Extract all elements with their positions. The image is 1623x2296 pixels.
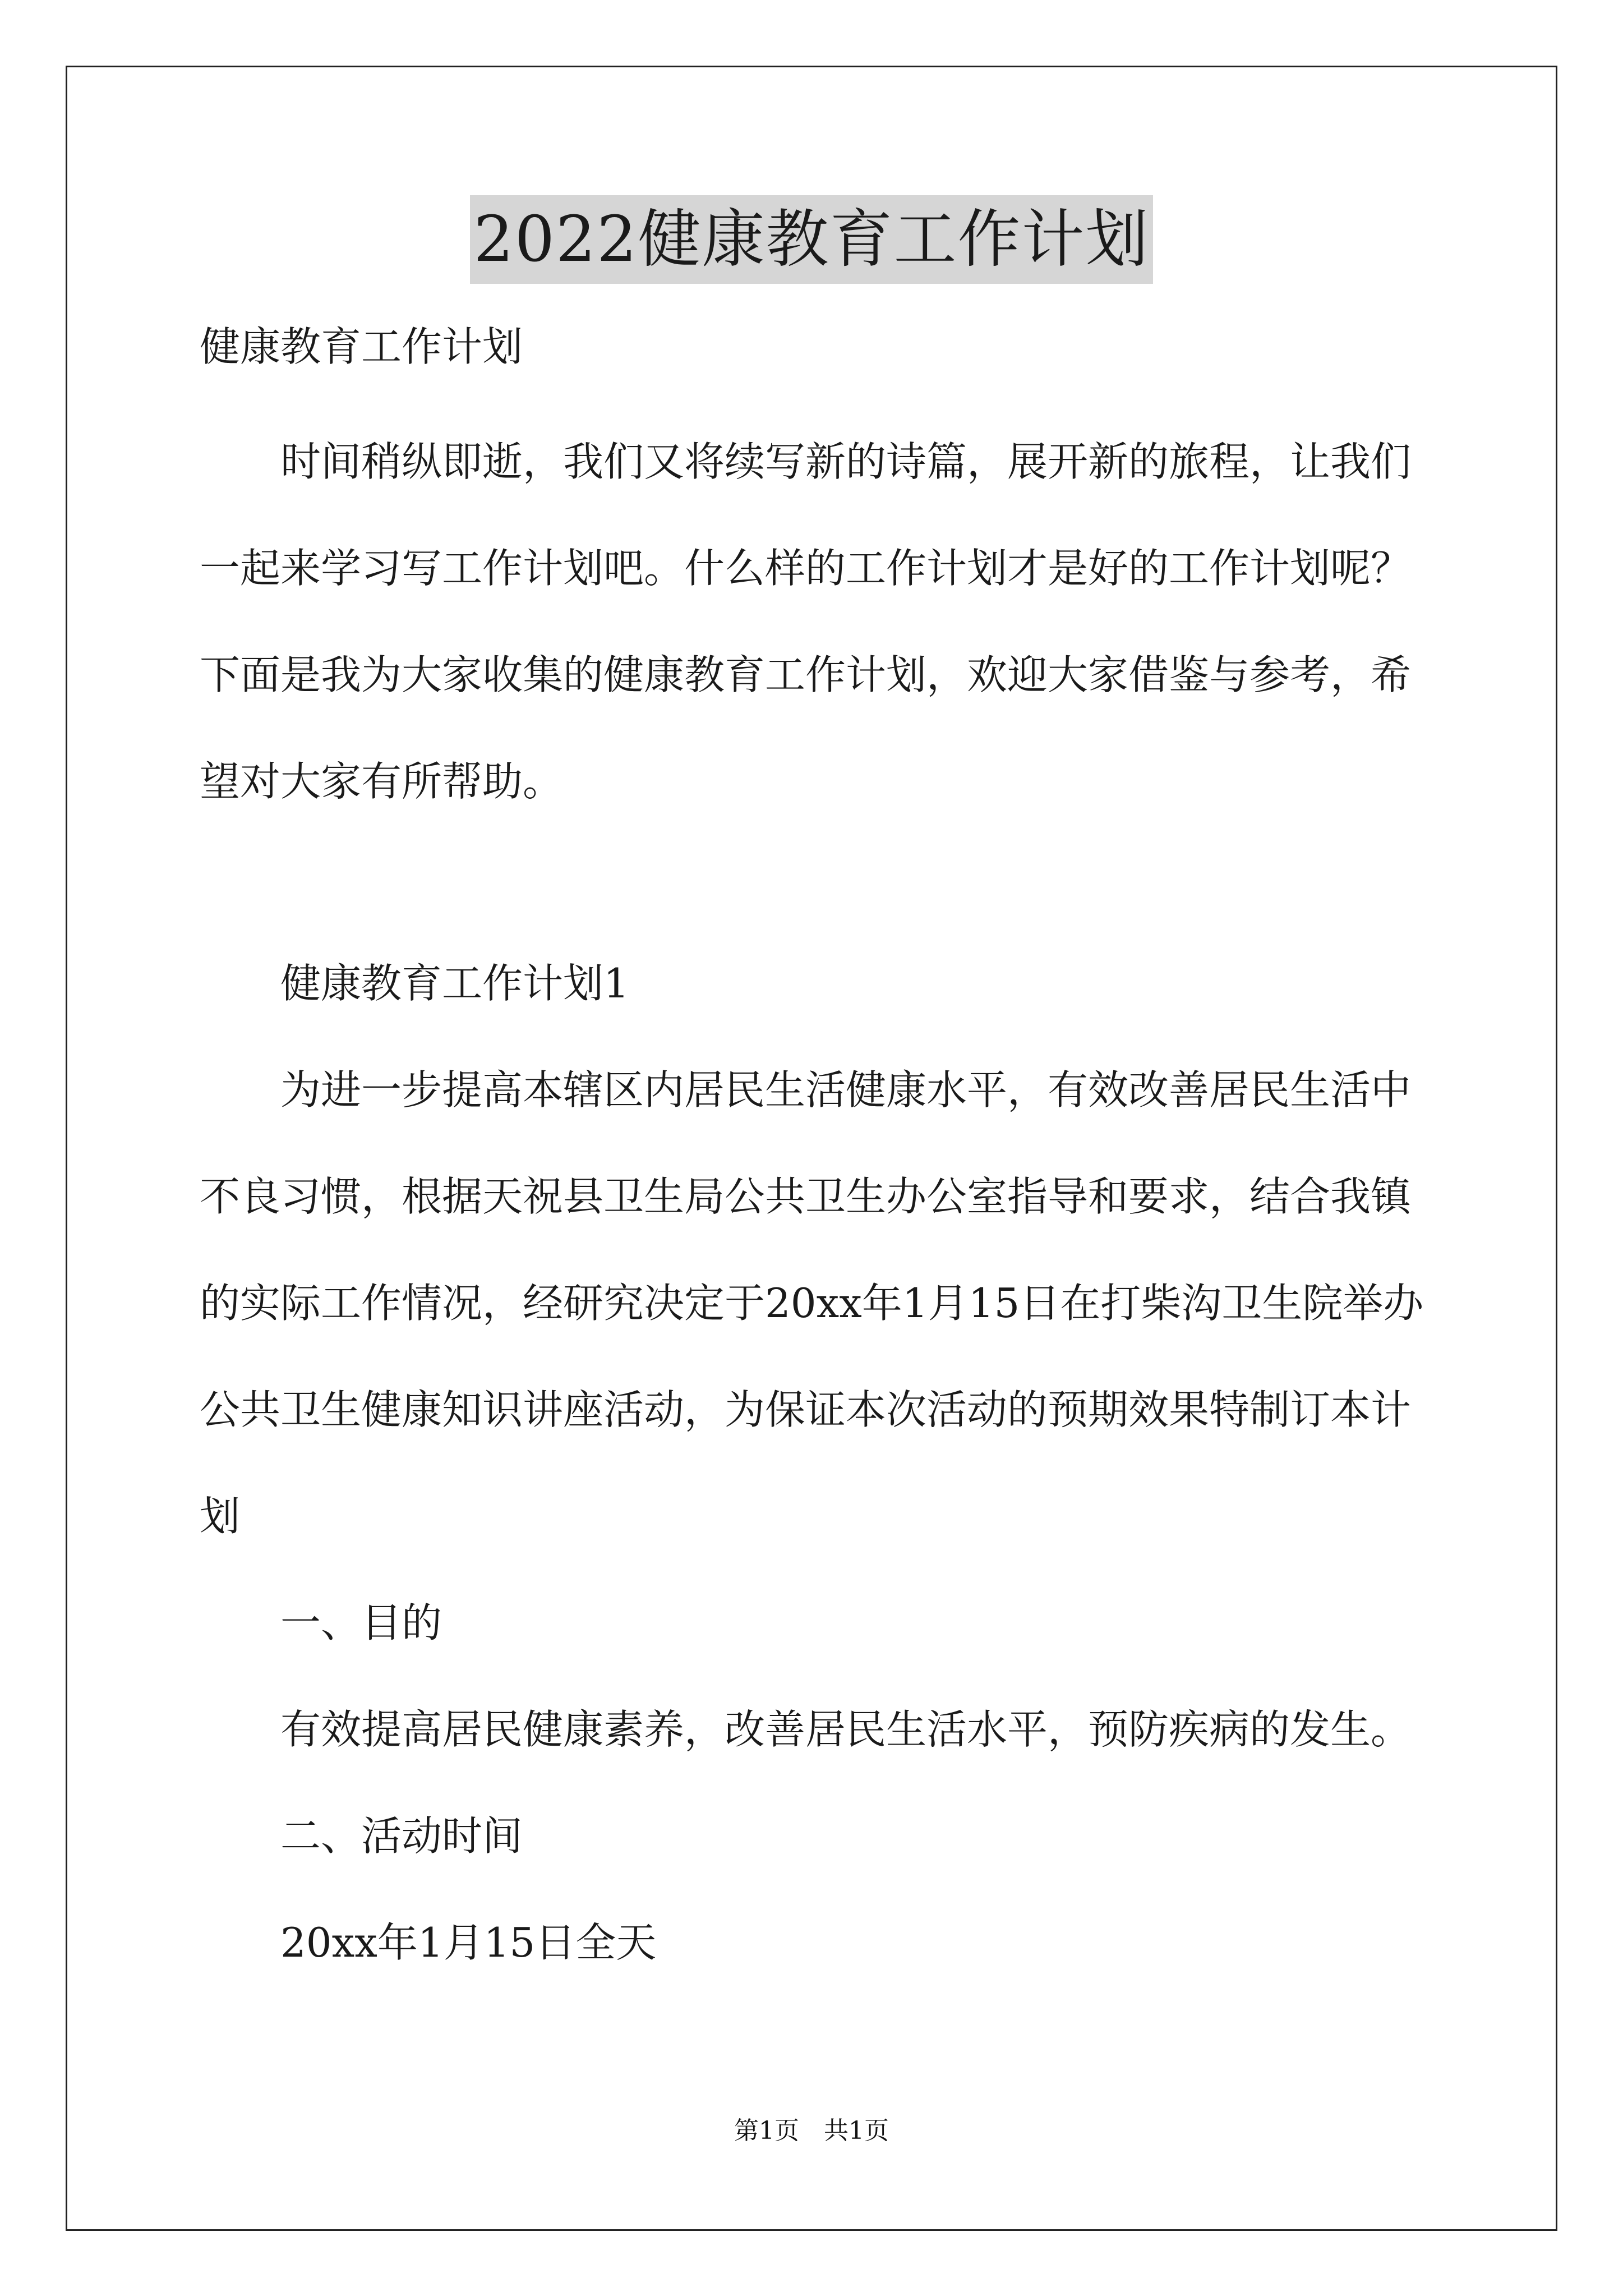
heading-time: 二、活动时间 — [280, 1812, 523, 1860]
document-body — [200, 303, 1433, 1996]
section-heading: 健康教育工作计划1 — [280, 960, 629, 1007]
time-text: 20xx年1月15日全天 — [280, 1919, 657, 1966]
blank-line — [200, 835, 1433, 930]
section-body-paragraph: 为进一步提高本辖区内居民生活健康水平，有效改善居民生活中不良习惯，根据天祝县卫生局公共卫生办公室指导和要求，结合我镇的实际工作情况，经研究决定于20xx年1月15日在打柴沟卫生院举办公共卫生健康知识讲座活动，为保证本次活动的预期效果特制订本计划 — [200, 1066, 1424, 1540]
page-footer: 第1页 共1页 — [734, 2116, 889, 2145]
document-title: 2022健康教育工作计划 — [470, 195, 1152, 284]
document-subtitle: 健康教育工作计划 — [200, 323, 523, 370]
title-container — [0, 195, 1623, 284]
heading-purpose: 一、目的 — [280, 1599, 442, 1646]
intro-paragraph: 时间稍纵即逝，我们又将续写新的诗篇，展开新的旅程，让我们一起来学习写工作计划吧。什么样的工作计划才是好的工作计划呢？下面是我为大家收集的健康教育工作计划，欢迎大家借鉴与参考，希望对大家有所帮助。 — [200, 438, 1412, 805]
purpose-text: 有效提高居民健康素养，改善居民生活水平，预防疾病的发生。 — [280, 1706, 1412, 1753]
